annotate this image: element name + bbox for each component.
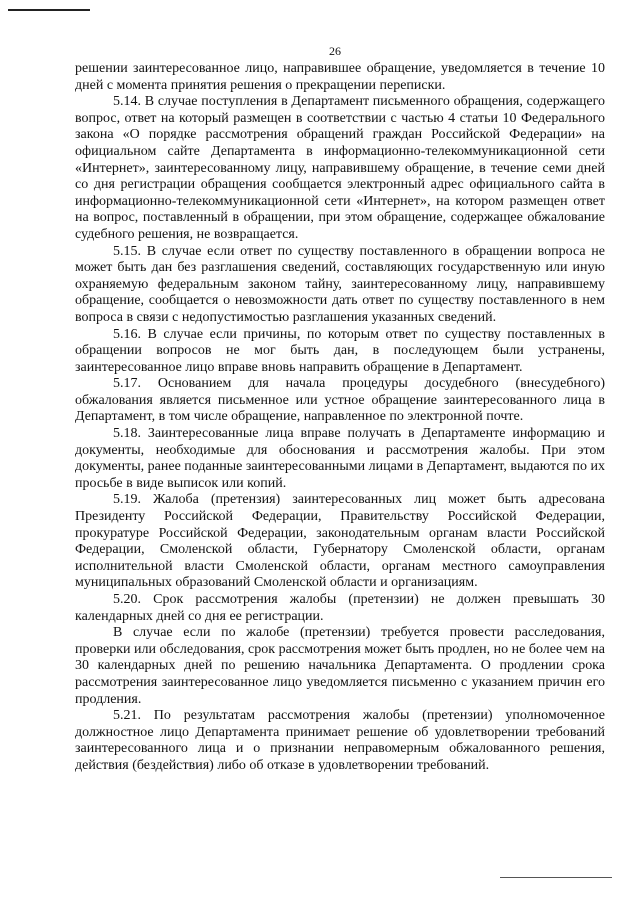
paragraph-5-20-extension: В случае если по жалобе (претензии) требуется провести расследования, проверки или обследования, срок рассмотрения может быть продлен, но не более чем на 30 календарных дней по решению начальника Департамента. О продлении срока рассмотрения заинтересованное лицо уведомляется письменно с указанием причин его продления. <box>75 625 605 707</box>
scan-artifact-top-line <box>8 9 90 11</box>
paragraph-5-21: 5.21. По результатам рассмотрения жалобы (претензии) уполномоченное должностное лицо Департамента принимает решение об удовлетворении требований заинтересованного лица и о признании неправомерным обжалованного решения, действия (бездействия) либо об отказе в удовлетворении требований. <box>75 708 605 773</box>
document-body <box>75 61 605 775</box>
paragraph-5-17: 5.17. Основанием для начала процедуры досудебного (внесудебного) обжалования является письменное или устное обращение заинтересованного лица в Департамент, в том числе обращение, направленное по электронной почте. <box>75 376 605 425</box>
page-number: 26 <box>329 44 341 58</box>
paragraph-5-18: 5.18. Заинтересованные лица вправе получать в Департаменте информацию и документы, необходимые для обоснования и рассмотрения жалобы. При этом документы, ранее поданные заинтересованными лицами в Департамент, выдаются по их просьбе в виде выписок или копий. <box>75 426 605 491</box>
scan-artifact-bottom-line <box>500 877 612 878</box>
paragraph-5-16: 5.16. В случае если причины, по которым ответ по существу поставленных в обращении вопросов не мог быть дан, в последующем были устранены, заинтересованное лицо вправе вновь направить обращение в Департамент. <box>75 326 605 375</box>
paragraph-5-14: 5.14. В случае поступления в Департамент письменного обращения, содержащего вопрос, ответ на который размещен в соответствии с частью 4 статьи 10 Федерального закона «О порядке рассмотрения обращений граждан Российской Федерации» на официальном сайте Департамента в информационно-телекоммуникационной сети «Интернет», заинтересованному лицу, направившему обращение, в течение семи дней со дня регистрации обращения сообщается электронный адрес официального сайта в информационно-телекоммуникационной сети «Интернет», на котором размещен ответ на вопрос, поставленный в обращении, при этом обращение, содержащее обжалование судебного решения, не возвращается. <box>75 94 605 242</box>
paragraph-5-15: 5.15. В случае если ответ по существу поставленного в обращении вопроса не может быть дан без разглашения сведений, составляющих государственную или иную охраняемую федеральным законом тайну, заинтересованному лицу, направившему обращение, сообщается о невозможности дать ответ по существу поставленного в нем вопроса в связи с недопустимостью разглашения указанных сведений. <box>75 243 605 325</box>
paragraph-5-19: 5.19. Жалоба (претензия) заинтересованных лиц может быть адресована Президенту Российской Федерации, Правительству Российской Федерации, прокуратуре Российской Федерации, законодательным органам власти Российской Федерации, Смоленской области, Губернатору Смоленской области, органам исполнительной власти Смоленской области, органам местного самоуправления муниципальных образований Смоленской области и организациям. <box>75 492 605 591</box>
paragraph-continuation: решении заинтересованное лицо, направившее обращение, уведомляется в течение 10 дней с момента принятия решения о прекращении переписки. <box>75 61 605 93</box>
paragraph-5-20: 5.20. Срок рассмотрения жалобы (претензии) не должен превышать 30 календарных дней со дня ее регистрации. <box>75 592 605 624</box>
